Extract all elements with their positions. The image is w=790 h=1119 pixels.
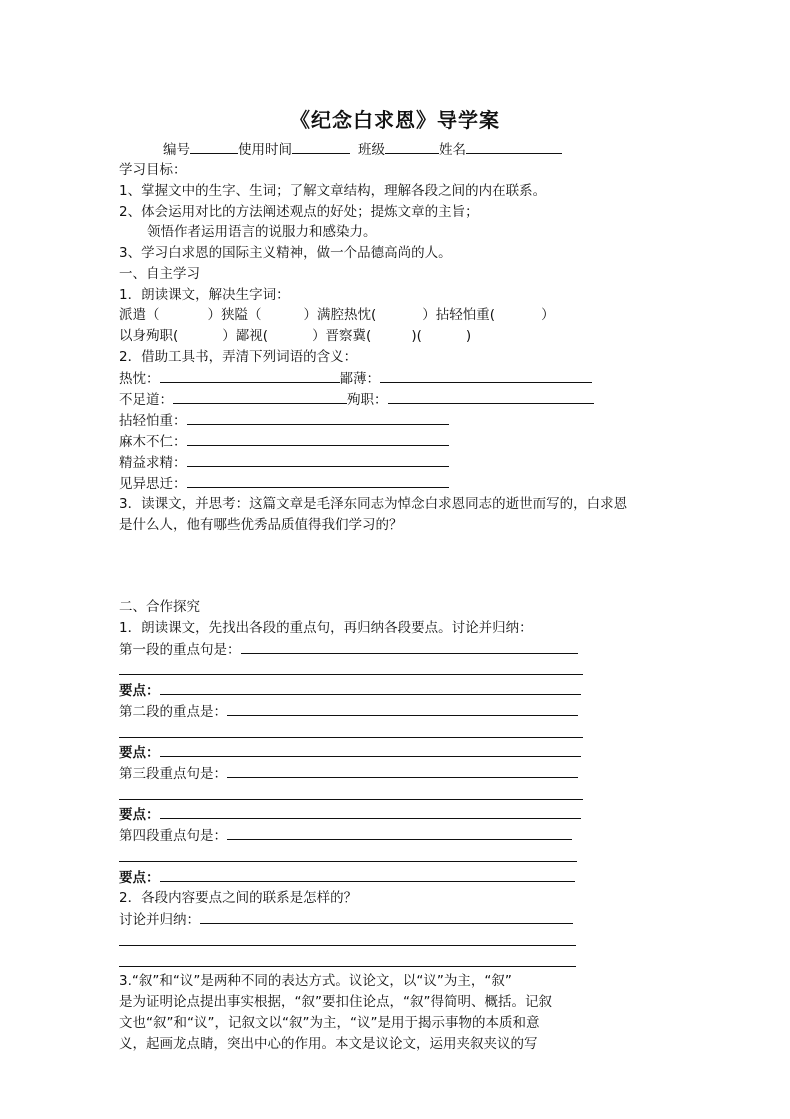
header-info-line: [163, 140, 562, 159]
term-label: 见异思迁：: [119, 476, 187, 492]
name-label: 姓名: [439, 142, 466, 158]
paragraph-label: 第三段重点句是：: [119, 766, 227, 782]
vocab-item: 派遣（: [119, 307, 160, 323]
answer-line[interactable]: [119, 945, 576, 946]
question-1-3-continued: 是什么人，他有哪些优秀品质值得我们学习的？: [119, 517, 403, 533]
question-1-3: 3．读课文，并思考：这篇文章是毛泽东同志为悼念白求恩同志的逝世而写的，白求恩: [119, 496, 628, 512]
goals-heading: 学习目标：: [119, 162, 187, 178]
name-blank[interactable]: [466, 140, 562, 154]
class-label: 班级: [358, 142, 385, 158]
answer-line[interactable]: [227, 826, 572, 840]
answer-line[interactable]: [160, 805, 581, 819]
vocab-item: ）狭隘（: [207, 307, 262, 323]
answer-line[interactable]: [160, 743, 581, 757]
discussion-row: [119, 910, 573, 929]
time-blank[interactable]: [292, 140, 350, 154]
answer-line[interactable]: [119, 674, 583, 675]
answer-line[interactable]: [227, 764, 578, 778]
goal-3: 3、学习白求恩的国际主义精神，做一个品德高尚的人。: [119, 245, 452, 261]
term-label: 热忱：: [119, 371, 160, 387]
number-blank[interactable]: [190, 140, 238, 154]
paragraph-label: 第二段的重点是：: [119, 704, 227, 720]
term-label: 殉职：: [347, 392, 388, 408]
answer-line[interactable]: [200, 910, 573, 924]
term-row: [119, 453, 449, 472]
term-row: [119, 474, 449, 493]
number-label: 编号: [163, 142, 190, 158]
key-point-label: 要点：: [119, 807, 160, 823]
answer-line[interactable]: [119, 737, 583, 738]
vocab-item: ）拈轻怕重(: [422, 307, 496, 323]
answer-line[interactable]: [241, 640, 578, 654]
question-2-3: 3.“叙”和“议”是两种不同的表达方式。议论文，以“议”为主，“叙”: [119, 973, 512, 989]
term-label: 不足道：: [119, 392, 173, 408]
question-1-1: 1．朗读课文，解决生字词：: [119, 287, 290, 303]
paragraph-label: 第四段重点句是：: [119, 828, 227, 844]
question-2-3-line-4: 义，起画龙点睛，突出中心的作用。本文是议论文，运用夹叙夹议的写: [119, 1036, 538, 1052]
question-2-3-line-3: 文也“叙”和“议”，记叙文以“叙”为主，“议”是用于揭示事物的本质和意: [119, 1015, 540, 1031]
answer-line[interactable]: [119, 966, 576, 967]
question-2-1: 1．朗读课文，先找出各段的重点句，再归纳各段要点。讨论并归纳：: [119, 620, 533, 636]
key-point-label: 要点：: [119, 745, 160, 761]
answer-line[interactable]: [227, 702, 578, 716]
key-point-row: [119, 743, 581, 762]
key-point-row: [119, 868, 575, 887]
answer-line[interactable]: [380, 369, 592, 383]
key-point-label: 要点：: [119, 683, 160, 699]
answer-line[interactable]: [187, 411, 449, 425]
time-label: 使用时间: [238, 142, 292, 158]
answer-line[interactable]: [119, 861, 577, 862]
vocab-item: )(: [411, 328, 422, 344]
answer-line[interactable]: [160, 369, 340, 383]
vocab-item: ）鄙视(: [222, 328, 269, 344]
answer-line[interactable]: [388, 390, 594, 404]
vocab-item: ）: [541, 307, 555, 323]
question-1-2: 2．借助工具书，弄清下列词语的含义：: [119, 349, 358, 365]
answer-line[interactable]: [173, 390, 347, 404]
answer-line[interactable]: [160, 681, 581, 695]
goal-1: 1、掌握文中的生字、生词；了解文章结构，理解各段之间的内在联系。: [119, 183, 547, 199]
discussion-label: 讨论并归纳：: [119, 912, 200, 928]
section-1-heading: 一、自主学习: [119, 266, 200, 282]
vocab-item: 以身殉职(: [119, 328, 179, 344]
answer-line[interactable]: [187, 474, 449, 488]
term-label: 鄙薄：: [339, 371, 380, 387]
key-point-row: [119, 805, 581, 824]
term-row: [119, 369, 592, 388]
paragraph-4-row: [119, 826, 572, 845]
vocab-item: ): [465, 328, 472, 344]
goal-2-continued: 领悟作者运用语言的说服力和感染力。: [147, 224, 377, 240]
paragraph-2-row: [119, 702, 578, 721]
section-2-heading: 二、合作探究: [119, 599, 200, 615]
vocab-item: ）晋察冀(: [312, 328, 372, 344]
term-label: 拈轻怕重：: [119, 413, 187, 429]
term-label: 精益求精：: [119, 455, 187, 471]
answer-line[interactable]: [160, 868, 575, 882]
answer-line[interactable]: [119, 799, 583, 800]
page-title: 《纪念白求恩》导学案: [290, 108, 500, 132]
term-label: 麻木不仁：: [119, 434, 187, 450]
key-point-label: 要点：: [119, 870, 160, 886]
question-2-3-line-2: 是为证明论点提出事实根据，“叙”要扣住论点，“叙”得简明、概括。记叙: [119, 994, 552, 1010]
answer-line[interactable]: [187, 432, 449, 446]
term-row: [119, 411, 449, 430]
key-point-row: [119, 681, 581, 700]
vocab-row-2: [119, 327, 471, 345]
answer-line[interactable]: [187, 453, 449, 467]
paragraph-label: 第一段的重点句是：: [119, 642, 241, 658]
question-2-2: 2．各段内容要点之间的联系是怎样的？: [119, 890, 358, 906]
term-row: [119, 432, 449, 451]
class-blank[interactable]: [385, 140, 439, 154]
paragraph-3-row: [119, 764, 578, 783]
vocab-row-1: [119, 306, 555, 324]
goal-2: 2、体会运用对比的方法阐述观点的好处；提炼文章的主旨；: [119, 204, 479, 220]
term-row: [119, 390, 594, 409]
vocab-item: ）满腔热忱(: [303, 307, 377, 323]
paragraph-1-row: [119, 640, 578, 659]
